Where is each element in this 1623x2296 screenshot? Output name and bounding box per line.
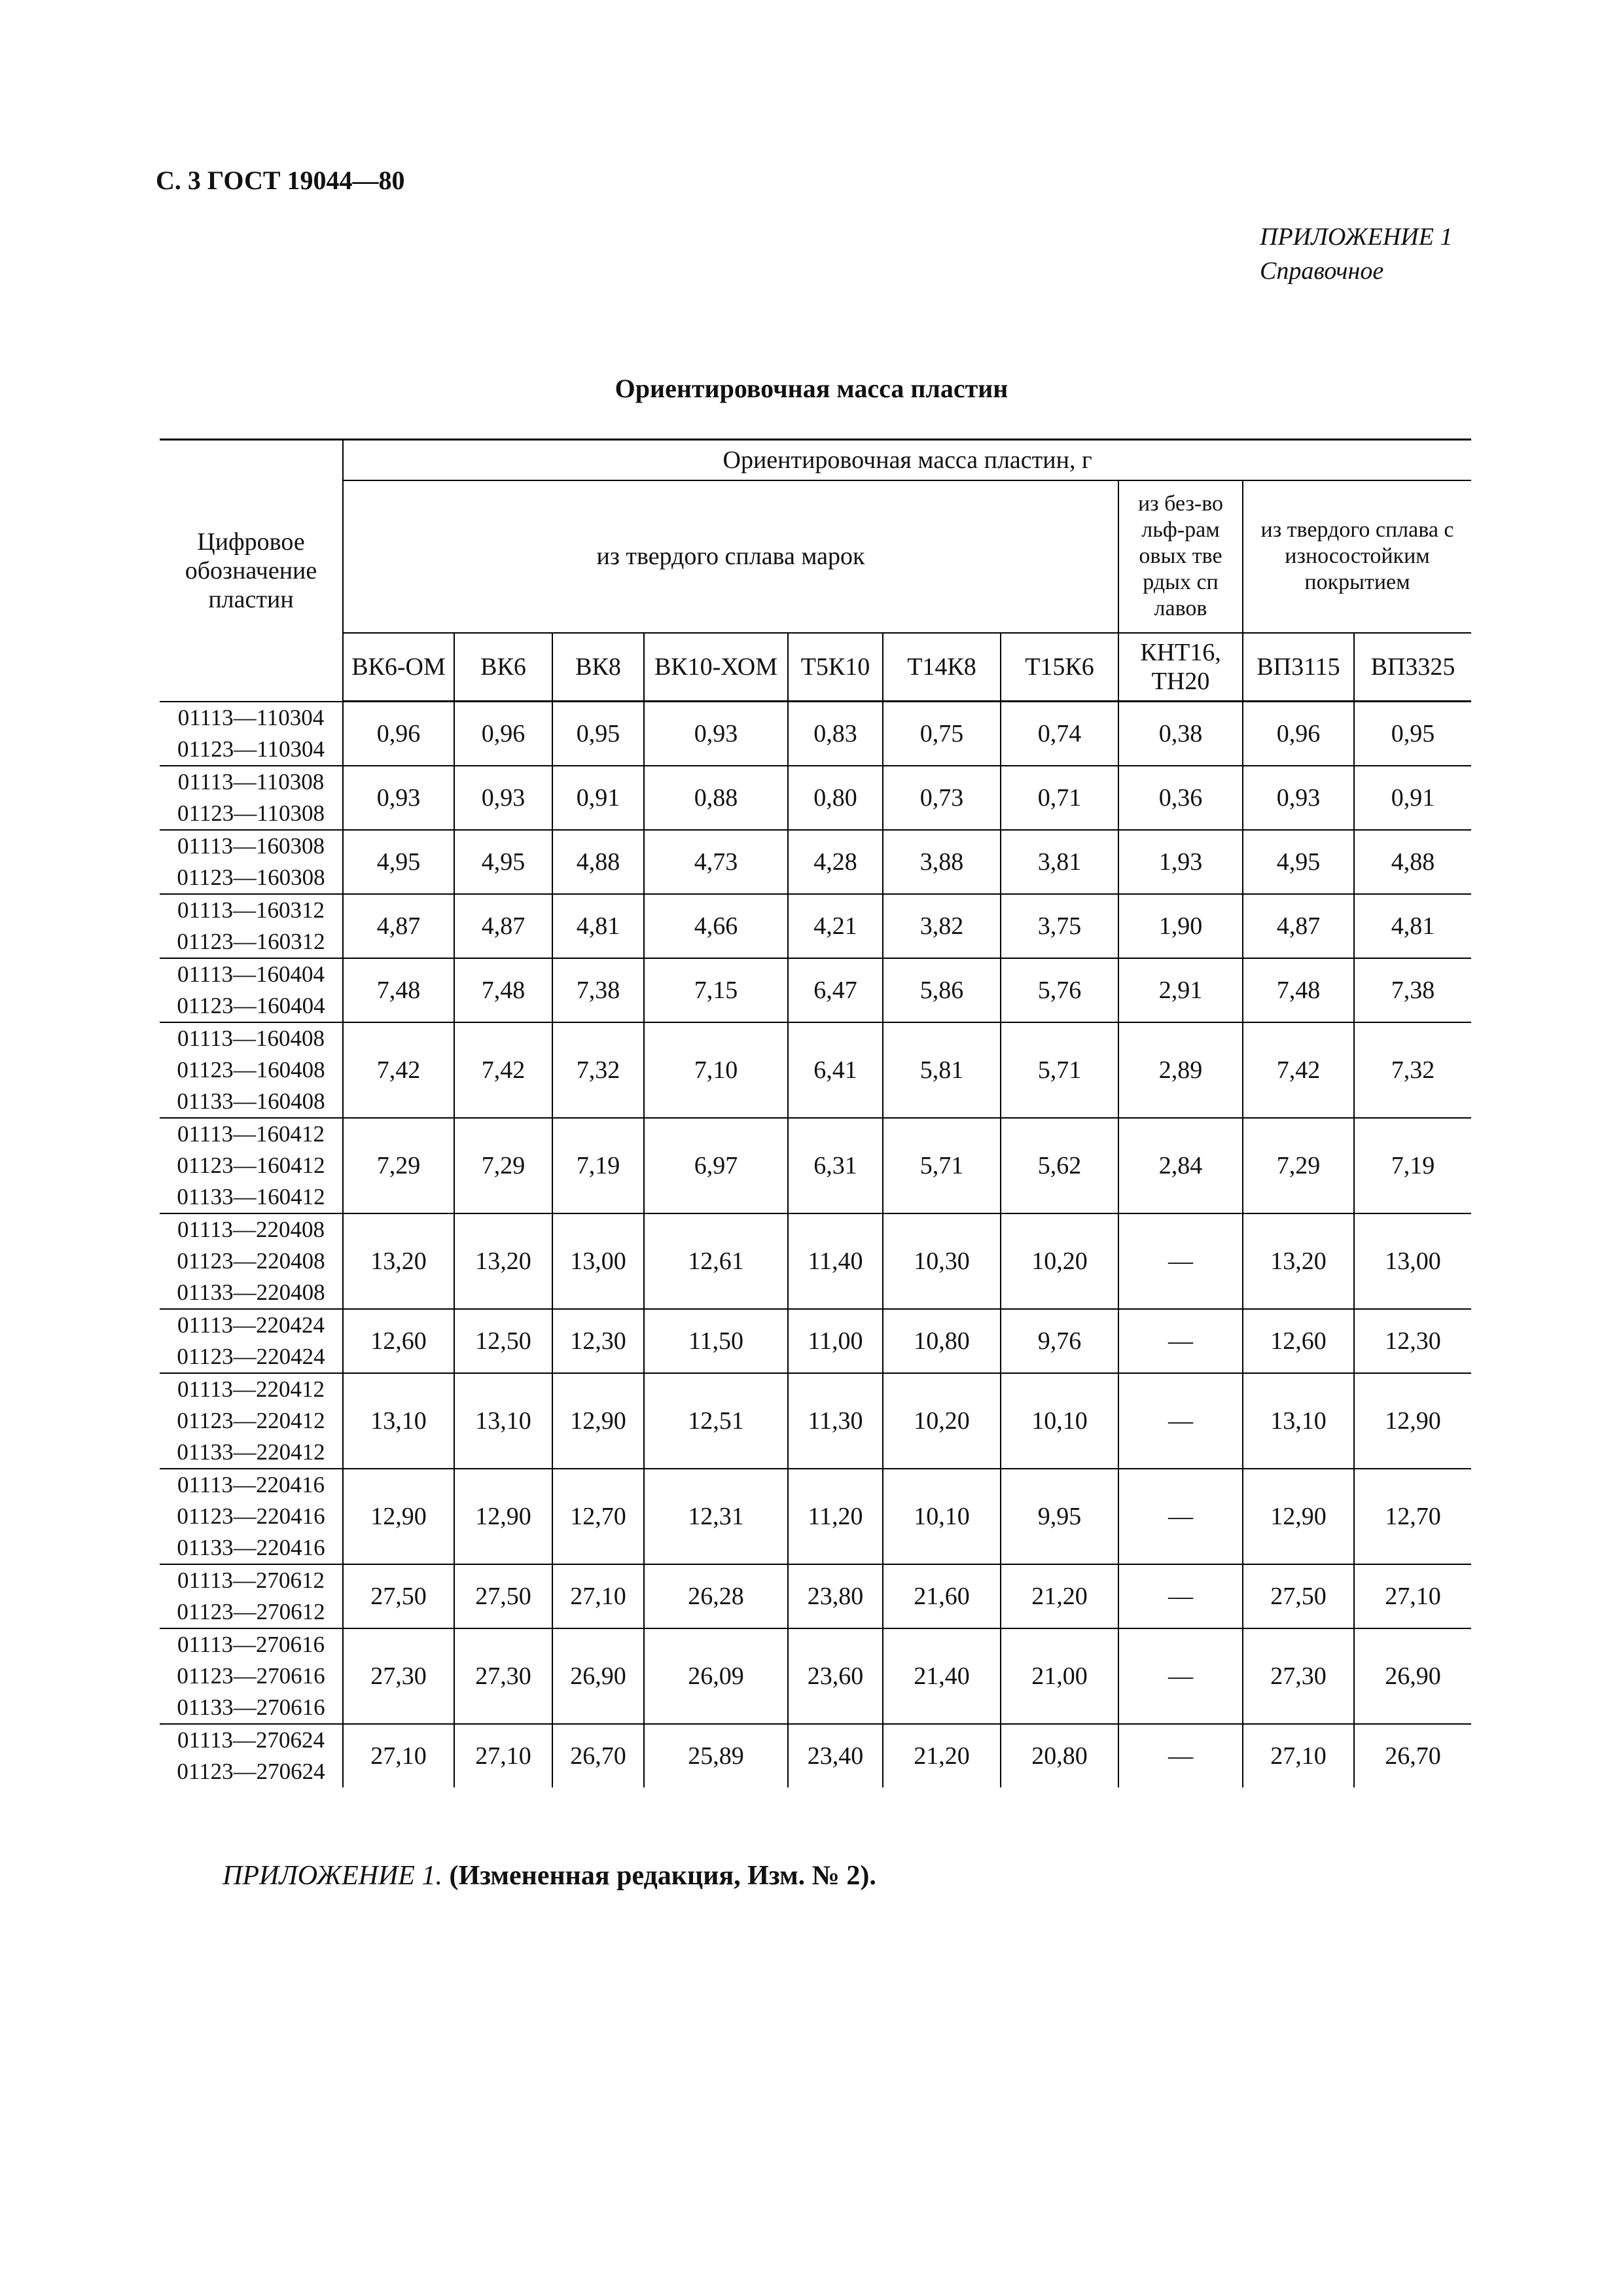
mass-value: 3,81: [1001, 830, 1118, 894]
mass-value: 0,95: [552, 702, 644, 766]
plate-code: 01123—270616: [177, 1662, 325, 1689]
mass-value: 27,30: [454, 1628, 552, 1724]
plate-code: 01113—270616: [177, 1631, 325, 1657]
mass-value: 27,10: [552, 1564, 644, 1628]
mass-value: 12,90: [1354, 1373, 1471, 1469]
mass-value: 5,81: [883, 1022, 1001, 1118]
mass-value: 7,48: [1243, 958, 1354, 1022]
mass-value: 4,66: [644, 894, 788, 958]
mass-value: 4,95: [454, 830, 552, 894]
mass-value: 5,71: [1001, 1022, 1118, 1118]
mass-value: 0,93: [343, 766, 454, 830]
mass-value: 27,10: [1354, 1564, 1471, 1628]
mass-value: 7,48: [454, 958, 552, 1022]
mass-value: —: [1118, 1564, 1243, 1628]
footer-appendix-ref: ПРИЛОЖЕНИЕ 1.: [223, 1861, 442, 1891]
table-row: [160, 1213, 1471, 1309]
plate-code: 01123—160308: [177, 864, 325, 890]
table-row: [160, 1564, 1471, 1628]
plate-code: 01113—160404: [177, 961, 325, 987]
column-header: ВП3115: [1243, 633, 1354, 702]
mass-value: 7,19: [1354, 1118, 1471, 1213]
plate-code: 01113—160312: [177, 897, 325, 923]
mass-value: 0,95: [1354, 702, 1471, 766]
mass-value: —: [1118, 1724, 1243, 1787]
mass-value: 12,90: [343, 1469, 454, 1564]
table-row: [160, 1022, 1471, 1118]
mass-value: 0,91: [552, 766, 644, 830]
mass-value: 1,93: [1118, 830, 1243, 894]
plate-code: 01133—220416: [177, 1534, 325, 1560]
mass-value: 4,73: [644, 830, 788, 894]
mass-value: 27,30: [343, 1628, 454, 1724]
mass-value: 12,90: [1243, 1469, 1354, 1564]
column-header: Т14К8: [883, 633, 1001, 702]
mass-value: 26,90: [1354, 1628, 1471, 1724]
stub-header: Цифровое обозначение пластин: [160, 440, 343, 702]
mass-value: 13,20: [343, 1213, 454, 1309]
mass-value: 5,71: [883, 1118, 1001, 1213]
mass-value: 26,90: [552, 1628, 644, 1724]
mass-value: 13,10: [454, 1373, 552, 1469]
table-row: [160, 958, 1471, 1022]
mass-value: 12,51: [644, 1373, 788, 1469]
plate-code-cell: [160, 1628, 343, 1724]
mass-value: 12,90: [552, 1373, 644, 1469]
mass-value: —: [1118, 1628, 1243, 1724]
table-row: [160, 1469, 1471, 1564]
footer-revision-note: (Измененная редакция, Изм. № 2).: [449, 1861, 876, 1891]
plate-code-cell: [160, 894, 343, 958]
mass-value: 13,20: [454, 1213, 552, 1309]
mass-value: 4,88: [1354, 830, 1471, 894]
mass-value: 5,76: [1001, 958, 1118, 1022]
column-header: ВК6-ОМ: [343, 633, 454, 702]
mass-value: 27,50: [1243, 1564, 1354, 1628]
mass-value: —: [1118, 1309, 1243, 1373]
plate-code: 01133—220412: [177, 1439, 325, 1465]
mass-value: 27,10: [343, 1724, 454, 1787]
mass-value: 4,28: [788, 830, 883, 894]
plate-code-cell: [160, 1309, 343, 1373]
mass-value: 6,31: [788, 1118, 883, 1213]
column-header: ВК10-ХОМ: [644, 633, 788, 702]
mass-value: 23,60: [788, 1628, 883, 1724]
mass-value: —: [1118, 1213, 1243, 1309]
plate-code-cell: [160, 958, 343, 1022]
mass-value: 12,70: [1354, 1469, 1471, 1564]
plate-code: 01123—110304: [177, 736, 325, 762]
mass-value: 26,09: [644, 1628, 788, 1724]
mass-value: 12,50: [454, 1309, 552, 1373]
plate-code: 01133—270616: [177, 1694, 325, 1720]
mass-value: 7,29: [343, 1118, 454, 1213]
mass-value: 0,38: [1118, 702, 1243, 766]
mass-value: 0,96: [343, 702, 454, 766]
mass-value: 12,90: [454, 1469, 552, 1564]
mass-value: 7,42: [1243, 1022, 1354, 1118]
mass-value: 26,70: [552, 1724, 644, 1787]
plate-code: 01113—110308: [177, 768, 325, 795]
mass-value: 7,42: [343, 1022, 454, 1118]
mass-value: 6,41: [788, 1022, 883, 1118]
table-row: [160, 702, 1471, 766]
mass-value: 21,60: [883, 1564, 1001, 1628]
mass-value: 13,10: [343, 1373, 454, 1469]
plate-code-cell: [160, 702, 343, 766]
mass-value: 10,30: [883, 1213, 1001, 1309]
mass-value: 0,93: [1243, 766, 1354, 830]
plate-code: 01123—160312: [177, 928, 325, 954]
plate-code: 01123—160408: [177, 1056, 325, 1083]
table-row: [160, 766, 1471, 830]
mass-value: 11,50: [644, 1309, 788, 1373]
mass-value: 0,96: [454, 702, 552, 766]
mass-value: 1,90: [1118, 894, 1243, 958]
mass-value: 4,87: [454, 894, 552, 958]
mass-value: 0,83: [788, 702, 883, 766]
plate-code: 01123—220412: [177, 1407, 325, 1433]
mass-value: 27,10: [454, 1724, 552, 1787]
plate-code: 01113—220412: [177, 1376, 325, 1402]
mass-value: 3,88: [883, 830, 1001, 894]
mass-value: 4,87: [1243, 894, 1354, 958]
mass-value: 0,93: [644, 702, 788, 766]
mass-value: 0,88: [644, 766, 788, 830]
mass-value: 7,38: [552, 958, 644, 1022]
mass-value: 25,89: [644, 1724, 788, 1787]
mass-value: 10,10: [883, 1469, 1001, 1564]
mass-value: 7,10: [644, 1022, 788, 1118]
mass-value: 0,75: [883, 702, 1001, 766]
plate-code-cell: [160, 1724, 343, 1787]
mass-value: 4,81: [552, 894, 644, 958]
mass-value: 13,20: [1243, 1213, 1354, 1309]
appendix-title: ПРИЛОЖЕНИЕ 1: [1260, 223, 1453, 251]
mass-value: 7,19: [552, 1118, 644, 1213]
plate-code: 01123—270624: [177, 1758, 325, 1784]
table-row: [160, 1118, 1471, 1213]
mass-value: 4,81: [1354, 894, 1471, 958]
column-header: ВК8: [552, 633, 644, 702]
plate-code: 01133—160412: [177, 1183, 325, 1210]
plate-code: 01123—160412: [177, 1152, 325, 1178]
mass-value: 23,40: [788, 1724, 883, 1787]
plate-code: 01113—160408: [177, 1025, 325, 1051]
plate-code: 01123—160404: [177, 992, 325, 1018]
mass-value: 21,20: [1001, 1564, 1118, 1628]
mass-value: 7,29: [454, 1118, 552, 1213]
plate-code: 01113—220424: [177, 1312, 325, 1338]
mass-value: 7,32: [1354, 1022, 1471, 1118]
mass-value: 5,86: [883, 958, 1001, 1022]
plate-code: 01113—270624: [177, 1727, 325, 1753]
mass-value: 7,15: [644, 958, 788, 1022]
column-header: ВП3325: [1354, 633, 1471, 702]
mass-value: 6,97: [644, 1118, 788, 1213]
plate-code-cell: [160, 1469, 343, 1564]
mass-value: 27,30: [1243, 1628, 1354, 1724]
plate-code: 01133—220408: [177, 1279, 325, 1305]
mass-value: 0,96: [1243, 702, 1354, 766]
column-header: Т15К6: [1001, 633, 1118, 702]
mass-value: 7,42: [454, 1022, 552, 1118]
column-header: Т5К10: [788, 633, 883, 702]
mass-value: 12,60: [1243, 1309, 1354, 1373]
mass-value: 11,30: [788, 1373, 883, 1469]
mass-value: 0,91: [1354, 766, 1471, 830]
mass-value: 0,73: [883, 766, 1001, 830]
plate-code: 01133—160408: [177, 1088, 325, 1114]
mass-value: 10,20: [1001, 1213, 1118, 1309]
plate-code-cell: [160, 766, 343, 830]
plate-code-cell: [160, 1022, 343, 1118]
mass-value: 20,80: [1001, 1724, 1118, 1787]
column-header: КНТ16, ТН20: [1118, 633, 1243, 702]
page-header: С. 3 ГОСТ 19044—80: [156, 166, 405, 195]
plate-code: 01113—220408: [177, 1216, 325, 1242]
mass-value: 27,10: [1243, 1724, 1354, 1787]
mass-value: 4,87: [343, 894, 454, 958]
plate-code: 01123—220424: [177, 1343, 325, 1369]
mass-value: 13,00: [552, 1213, 644, 1309]
plate-code: 01113—270612: [177, 1567, 325, 1593]
mass-value: 0,93: [454, 766, 552, 830]
group-header-hard-alloy: из твердого сплава марок: [343, 480, 1118, 633]
plate-code: 01123—270612: [177, 1598, 325, 1624]
mass-value: 27,50: [343, 1564, 454, 1628]
mass-value: 4,88: [552, 830, 644, 894]
mass-value: 4,95: [343, 830, 454, 894]
plate-code: 01123—110308: [177, 800, 325, 826]
mass-value: 3,75: [1001, 894, 1118, 958]
plate-code: 01113—110304: [177, 704, 325, 730]
table-row: [160, 894, 1471, 958]
column-header: ВК6: [454, 633, 552, 702]
mass-value: 7,29: [1243, 1118, 1354, 1213]
mass-value: 12,70: [552, 1469, 644, 1564]
mass-value: 21,00: [1001, 1628, 1118, 1724]
mass-header: Ориентировочная масса пластин, г: [343, 440, 1471, 480]
table-row: [160, 1724, 1471, 1787]
plate-code: 01113—160308: [177, 833, 325, 859]
mass-value: 2,89: [1118, 1022, 1243, 1118]
mass-value: 13,00: [1354, 1213, 1471, 1309]
mass-value: 7,32: [552, 1022, 644, 1118]
mass-value: 13,10: [1243, 1373, 1354, 1469]
mass-value: 4,21: [788, 894, 883, 958]
mass-value: 0,80: [788, 766, 883, 830]
mass-value: 0,71: [1001, 766, 1118, 830]
mass-value: 6,47: [788, 958, 883, 1022]
mass-value: 10,10: [1001, 1373, 1118, 1469]
mass-value: 12,30: [1354, 1309, 1471, 1373]
plate-code: 01113—220416: [177, 1471, 325, 1498]
mass-value: 2,84: [1118, 1118, 1243, 1213]
mass-value: 11,40: [788, 1213, 883, 1309]
mass-value: 7,48: [343, 958, 454, 1022]
mass-value: 10,80: [883, 1309, 1001, 1373]
mass-value: 2,91: [1118, 958, 1243, 1022]
mass-value: 21,40: [883, 1628, 1001, 1724]
table-row: [160, 830, 1471, 894]
mass-value: 0,74: [1001, 702, 1118, 766]
plate-code-cell: [160, 1373, 343, 1469]
mass-value: 11,20: [788, 1469, 883, 1564]
mass-value: 27,50: [454, 1564, 552, 1628]
table-row: [160, 1373, 1471, 1469]
mass-value: 9,76: [1001, 1309, 1118, 1373]
group-header-tungsten-free: из без-вольф-рамовых твердых сплавов: [1118, 480, 1243, 633]
mass-value: 21,20: [883, 1724, 1001, 1787]
table-title: Ориентировочная масса пластин: [615, 374, 1008, 403]
mass-value: 26,70: [1354, 1724, 1471, 1787]
mass-value: —: [1118, 1469, 1243, 1564]
plate-code-cell: [160, 1213, 343, 1309]
plate-code: 01123—220408: [177, 1247, 325, 1274]
mass-value: 0,36: [1118, 766, 1243, 830]
mass-table: [160, 439, 1471, 1787]
plate-code-cell: [160, 1564, 343, 1628]
mass-value: 11,00: [788, 1309, 883, 1373]
mass-value: 12,61: [644, 1213, 788, 1309]
plate-code: 01123—220416: [177, 1503, 325, 1529]
mass-value: 12,60: [343, 1309, 454, 1373]
plate-code-cell: [160, 830, 343, 894]
mass-value: 12,30: [552, 1309, 644, 1373]
mass-value: 26,28: [644, 1564, 788, 1628]
mass-value: 3,82: [883, 894, 1001, 958]
mass-value: 4,95: [1243, 830, 1354, 894]
table-row: [160, 1309, 1471, 1373]
mass-value: 23,80: [788, 1564, 883, 1628]
table-row: [160, 1628, 1471, 1724]
plate-code: 01113—160412: [177, 1121, 325, 1147]
mass-value: 5,62: [1001, 1118, 1118, 1213]
mass-value: 9,95: [1001, 1469, 1118, 1564]
mass-value: 10,20: [883, 1373, 1001, 1469]
footer-note: [223, 1860, 876, 1892]
appendix-type: Справочное: [1260, 257, 1384, 285]
group-header-coated: из твердого сплава с износостойким покрытием: [1243, 480, 1471, 633]
plate-code-cell: [160, 1118, 343, 1213]
mass-value: 7,38: [1354, 958, 1471, 1022]
mass-value: —: [1118, 1373, 1243, 1469]
mass-value: 12,31: [644, 1469, 788, 1564]
